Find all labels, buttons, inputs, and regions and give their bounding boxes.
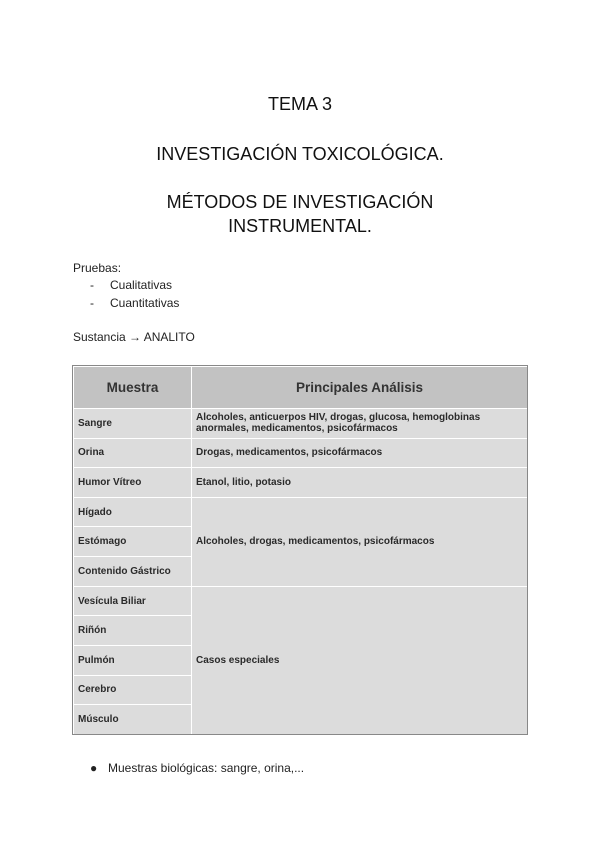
header-muestra: Muestra	[74, 367, 192, 409]
cell-muestra: Contenido Gástrico	[74, 557, 192, 587]
cell-muestra: Músculo	[74, 705, 192, 735]
table-row	[74, 438, 528, 468]
cell-muestra: Hígado	[74, 497, 192, 527]
sustancia-text: Sustancia → ANALITO	[73, 330, 195, 344]
cell-analisis: Drogas, medicamentos, psicofármacos	[192, 438, 528, 468]
pruebas-label: Pruebas:	[73, 261, 122, 275]
cell-muestra: Estómago	[74, 527, 192, 557]
list-item: - Cualitativas	[90, 278, 173, 292]
cell-muestra: Vesícula Biliar	[74, 586, 192, 616]
cell-analisis: Etanol, litio, potasio	[192, 468, 528, 498]
table-header-row	[74, 367, 528, 409]
title-metodos	[0, 190, 600, 238]
cell-muestra: Humor Vítreo	[74, 468, 192, 498]
table-row	[74, 497, 528, 527]
cell-muestra: Cerebro	[74, 675, 192, 705]
bullet-text: Muestras biológicas: sangre, orina,...	[108, 761, 305, 775]
table-row	[74, 586, 528, 616]
list-item: - Cuantitativas	[90, 296, 180, 310]
cell-muestra: Orina	[74, 438, 192, 468]
table-row	[74, 408, 528, 438]
cell-muestra: Pulmón	[74, 646, 192, 676]
title-investigacion: INVESTIGACIÓN TOXICOLÓGICA.	[156, 144, 444, 164]
title-metodos-line2: INSTRUMENTAL.	[228, 216, 372, 236]
bullet-dot-icon: ●	[90, 761, 98, 775]
title-tema: TEMA 3	[267, 94, 333, 114]
table-row	[74, 468, 528, 498]
bullet-item	[90, 761, 304, 775]
title-metodos-line1: MÉTODOS DE INVESTIGACIÓN	[166, 192, 434, 212]
cell-muestra: Sangre	[74, 408, 192, 438]
cell-analisis: Alcoholes, anticuerpos HIV, drogas, glucosa, hemoglobinas anormales, medicamentos, psicofármacos	[192, 408, 528, 438]
cell-muestra: Riñón	[74, 616, 192, 646]
header-analisis: Principales Análisis	[192, 367, 528, 409]
cell-analisis-group1: Alcoholes, drogas, medicamentos, psicofármacos	[192, 497, 528, 586]
list-item-text: Cuantitativas	[110, 296, 180, 310]
list-item-text: Cualitativas	[110, 278, 173, 292]
cell-analisis-group2: Casos especiales	[192, 586, 528, 734]
muestras-table	[73, 366, 528, 735]
